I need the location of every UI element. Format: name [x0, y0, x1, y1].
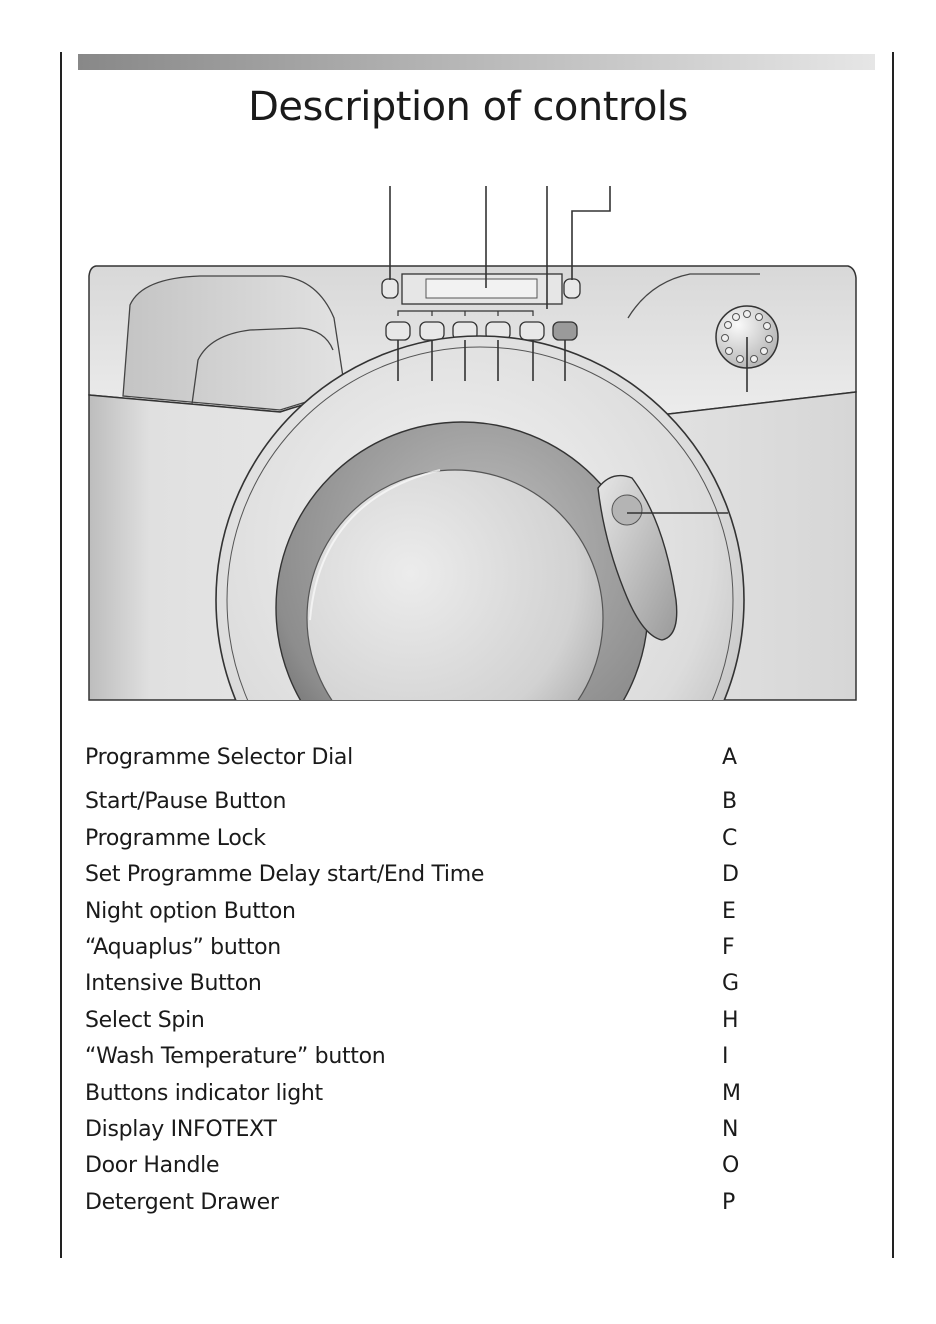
legend-letter: B: [722, 789, 737, 815]
legend-item: [85, 1112, 765, 1148]
controls-legend: [85, 740, 765, 1221]
legend-letter: M: [722, 1080, 741, 1106]
legend-item: [85, 966, 765, 1002]
legend-letter: F: [722, 934, 735, 960]
legend-label: Programme Lock: [85, 825, 266, 851]
legend-label: Select Spin: [85, 1007, 205, 1033]
legend-item: [85, 894, 765, 930]
legend-letter: P: [722, 1189, 735, 1215]
legend-letter: A: [722, 745, 737, 770]
legend-item: [85, 1185, 765, 1221]
legend-letter: N: [722, 1116, 739, 1142]
page-title: Description of controls: [248, 84, 688, 130]
programme-lock-button[interactable]: [564, 279, 580, 298]
option-button-5[interactable]: [520, 322, 544, 340]
legend-item: [85, 857, 765, 893]
legend-letter: O: [722, 1153, 740, 1179]
option-button-6[interactable]: [553, 322, 577, 340]
legend-label: Display INFOTEXT: [85, 1116, 277, 1142]
legend-label: Door Handle: [85, 1153, 220, 1179]
legend-label: Set Programme Delay start/End Time: [85, 862, 485, 888]
legend-item: [85, 1003, 765, 1039]
legend-letter: I: [722, 1044, 729, 1070]
option-button-2[interactable]: [420, 322, 444, 340]
legend-letter: C: [722, 825, 738, 851]
legend-label: “Wash Temperature” button: [85, 1044, 386, 1070]
start-pause-button[interactable]: [382, 279, 398, 298]
infotext-display-screen: [426, 279, 537, 298]
legend-label: Programme Selector Dial: [85, 745, 353, 770]
legend-item: [85, 930, 765, 966]
door-handle-knob: [612, 495, 642, 525]
option-button-1[interactable]: [386, 322, 410, 340]
legend-label: Night option Button: [85, 898, 296, 924]
detergent-drawer: [123, 276, 345, 410]
legend-letter: H: [722, 1007, 739, 1033]
legend-letter: G: [722, 971, 739, 997]
legend-letter: E: [722, 898, 736, 924]
legend-item: [85, 1039, 765, 1075]
legend-label: “Aquaplus” button: [85, 934, 281, 960]
legend-item: [85, 821, 765, 857]
legend-item: [85, 1076, 765, 1112]
legend-letter: D: [722, 862, 739, 888]
legend-item: [85, 740, 765, 776]
legend-label: Intensive Button: [85, 971, 262, 997]
legend-item: [85, 784, 765, 820]
legend-label: Start/Pause Button: [85, 789, 287, 815]
legend-label: Detergent Drawer: [85, 1189, 279, 1215]
legend-item: [85, 1148, 765, 1184]
legend-label: Buttons indicator light: [85, 1080, 323, 1106]
